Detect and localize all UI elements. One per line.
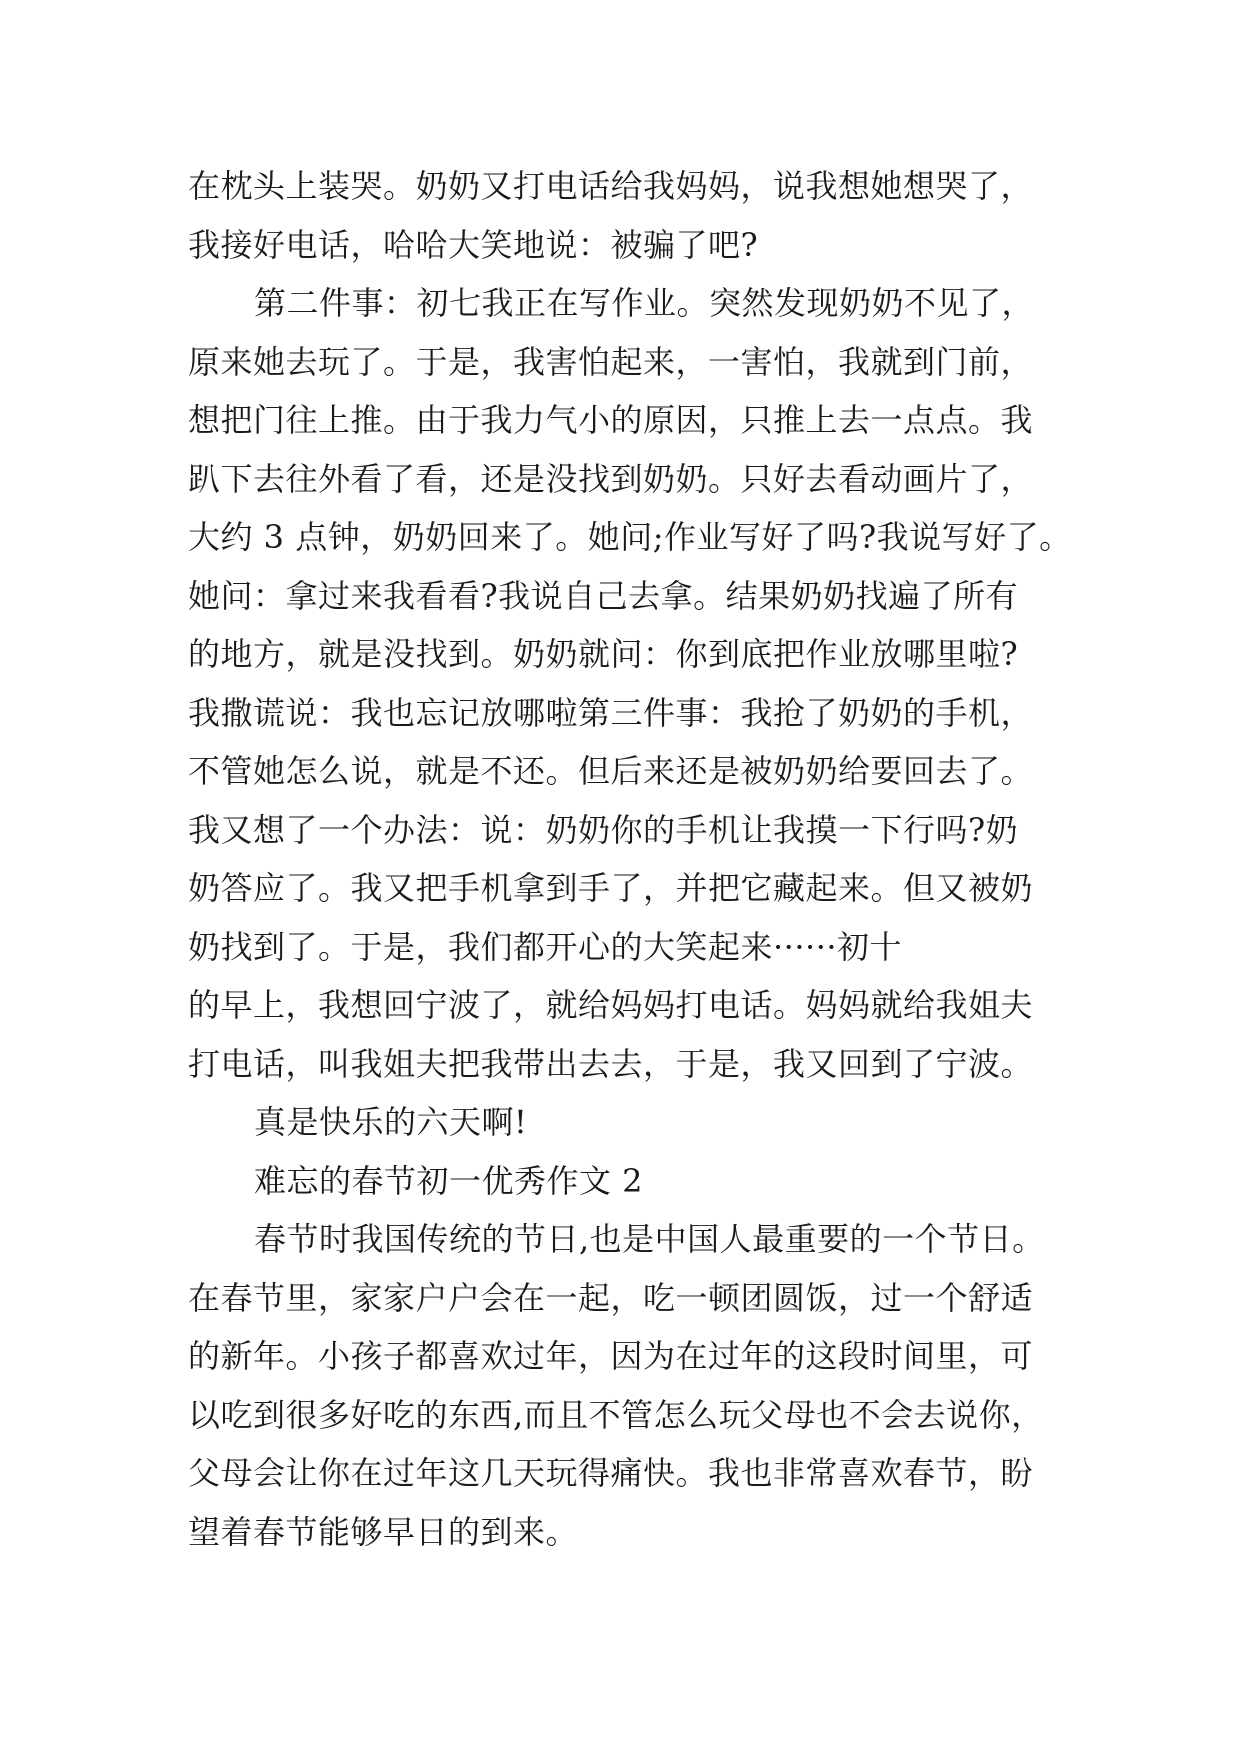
text-line: 趴下去往外看了看，还是没找到奶奶。只好去看动画片了，: [188, 459, 1034, 498]
text-line: 我撒谎说：我也忘记放哪啦第三件事：我抢了奶奶的手机，: [188, 693, 1034, 732]
text-line: 真是快乐的六天啊!: [254, 1103, 528, 1141]
text-line: 我又想了一个办法：说：奶奶你的手机让我摸一下行吗?奶: [188, 810, 1019, 849]
text-line: 的新年。小孩子都喜欢过年，因为在过年的这段时间里，可: [188, 1337, 1034, 1375]
text-line: 奶答应了。我又把手机拿到手了，并把它藏起来。但又被奶: [188, 869, 1034, 907]
text-line: 父母会让你在过年这几天玩得痛快。我也非常喜欢春节，盼: [188, 1454, 1034, 1492]
text-line: 望着春节能够早日的到来。: [188, 1512, 579, 1551]
text-line: 原来她去玩了。于是，我害怕起来，一害怕，我就到门前，: [188, 342, 1034, 381]
text-line: 我接好电话，哈哈大笑地说：被骗了吧?: [188, 225, 759, 264]
text-line: 春节时我国传统的节日,也是中国人最重要的一个节日。: [254, 1220, 1045, 1258]
text-line: 不管她怎么说，就是不还。但后来还是被奶奶给要回去了。: [188, 752, 1034, 790]
text-line: 的地方，就是没找到。奶奶就问：你到底把作业放哪里啦?: [188, 635, 1019, 673]
text-line: 在枕头上装哭。奶奶又打电话给我妈妈，说我想她想哭了，: [188, 167, 1034, 205]
essay-title: 难忘的春节初一优秀作文 2: [254, 1161, 644, 1200]
text-line: 想把门往上推。由于我力气小的原因，只推上去一点点。我: [188, 401, 1034, 439]
text-line: 第二件事：初七我正在写作业。突然发现奶奶不见了，: [254, 284, 1035, 322]
text-line: 打电话，叫我姐夫把我带出去去，于是，我又回到了宁波。: [188, 1044, 1034, 1083]
text-line: 奶找到了。于是，我们都开心的大笑起来······初十: [188, 927, 903, 966]
text-line: 的早上，我想回宁波了，就给妈妈打电话。妈妈就给我姐夫: [188, 986, 1034, 1024]
text-line: 以吃到很多好吃的东西,而且不管怎么玩父母也不会去说你，: [188, 1395, 1044, 1434]
text-line: 她问：拿过来我看看?我说自己去拿。结果奶奶找遍了所有: [188, 576, 1019, 615]
essay-body: [188, 157, 1072, 1561]
text-line: 在春节里，家家户户会在一起，吃一顿团圆饭，过一个舒适: [188, 1278, 1034, 1317]
text-line: 大约 3 点钟，奶奶回来了。她问;作业写好了吗?我说写好了。: [188, 518, 1072, 556]
